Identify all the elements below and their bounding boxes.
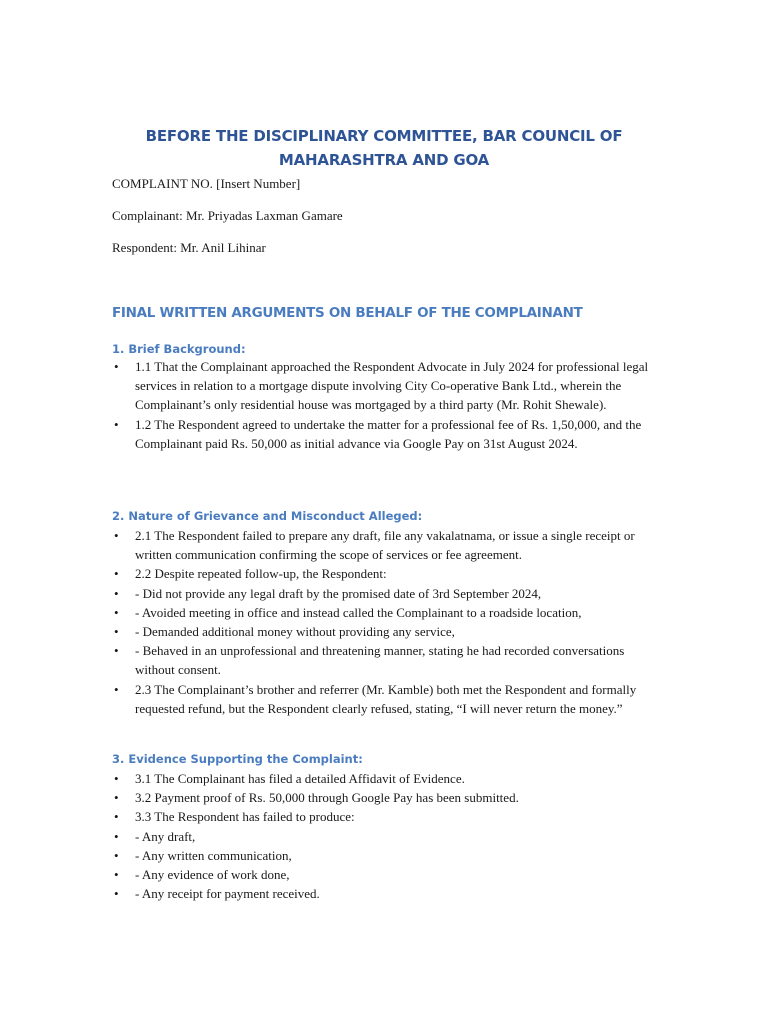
complainant-name: Complainant: Mr. Priyadas Laxman Gamare — [112, 208, 343, 223]
section-heading-2: 2. Nature of Grievance and Misconduct Alleged: — [112, 509, 423, 523]
section-list-2 — [112, 526, 657, 718]
bullet-icon: • — [114, 624, 119, 640]
document-title — [112, 124, 656, 172]
list-item: • 3.2 Payment proof of Rs. 50,000 through Google Pay has been submitted. — [112, 788, 657, 807]
bullet-icon: • — [114, 867, 119, 883]
bullet-icon: • — [114, 828, 119, 844]
list-item: • 3.1 The Complainant has filed a detailed Affidavit of Evidence. — [112, 769, 657, 788]
bullet-icon: • — [114, 359, 119, 374]
bullet-icon: • — [114, 790, 119, 806]
section-list-1 — [112, 357, 657, 453]
list-item: • - Any written communication, — [112, 846, 657, 865]
bullet-icon: • — [114, 886, 119, 902]
list-item: • - Behaved in an unprofessional and threatening manner, stating he had recorded conversations without consent. — [114, 643, 625, 678]
bullet-icon: • — [114, 681, 119, 697]
complaint-number: COMPLAINT NO. [Insert Number] — [112, 176, 301, 191]
section-heading-1: 1. Brief Background: — [112, 342, 246, 356]
list-item: • 2.3 The Complainant’s brother and referrer (Mr. Kamble) both met the Respondent and formally requested refund, but the Respondent clearly refused, stating, “I will never return the money.” — [114, 681, 637, 716]
list-item: • 3.3 The Respondent has failed to produce: — [112, 807, 657, 826]
document-title-line-2: MAHARASHTRA AND GOA — [278, 151, 490, 169]
respondent-name: Respondent: Mr. Anil Lihinar — [112, 240, 266, 255]
bullet-icon: • — [114, 809, 119, 825]
list-item: • - Avoided meeting in office and instead called the Complainant to a roadside location, — [112, 603, 657, 622]
list-item: • - Any receipt for payment received. — [112, 884, 657, 903]
main-heading: FINAL WRITTEN ARGUMENTS ON BEHALF OF THE COMPLAINANT — [112, 305, 583, 321]
bullet-icon: • — [114, 771, 119, 786]
list-item: • - Demanded additional money without providing any service, — [112, 622, 657, 641]
list-item: • 1.1 That the Complainant approached the Respondent Advocate in July 2024 for professional legal services in relation to a mortgage dispute involving City Co-operative Bank Ltd., wherein the Complainant’s only residential house was mortgaged by a third party (Mr. Rohit Shewale). — [114, 359, 649, 413]
list-item: • 1.2 The Respondent agreed to undertake the matter for a professional fee of Rs. 1,50,000, and the Complainant paid Rs. 50,000 as initial advance via Google Pay on 31st August 2024. — [114, 416, 642, 451]
bullet-icon: • — [114, 585, 119, 601]
list-item: • - Did not provide any legal draft by the promised date of 3rd September 2024, — [112, 584, 657, 603]
list-item: • - Any evidence of work done, — [112, 865, 657, 884]
document-title-line-1: BEFORE THE DISCIPLINARY COMMITTEE, BAR COUNCIL OF — [145, 127, 623, 145]
bullet-icon: • — [114, 528, 119, 543]
bullet-icon: • — [114, 643, 119, 659]
section-heading-3: 3. Evidence Supporting the Complaint: — [112, 752, 363, 766]
section-list-3 — [112, 769, 657, 903]
list-item: • 2.2 Despite repeated follow-up, the Respondent: — [112, 564, 657, 583]
bullet-icon: • — [114, 416, 119, 432]
list-item: • - Any draft, — [112, 827, 657, 846]
list-item: • 2.1 The Respondent failed to prepare any draft, file any vakalatnama, or issue a single receipt or written communication confirming the scope of services or fee agreement. — [114, 528, 635, 563]
bullet-icon: • — [114, 604, 119, 620]
bullet-icon: • — [114, 847, 119, 863]
bullet-icon: • — [114, 566, 119, 582]
